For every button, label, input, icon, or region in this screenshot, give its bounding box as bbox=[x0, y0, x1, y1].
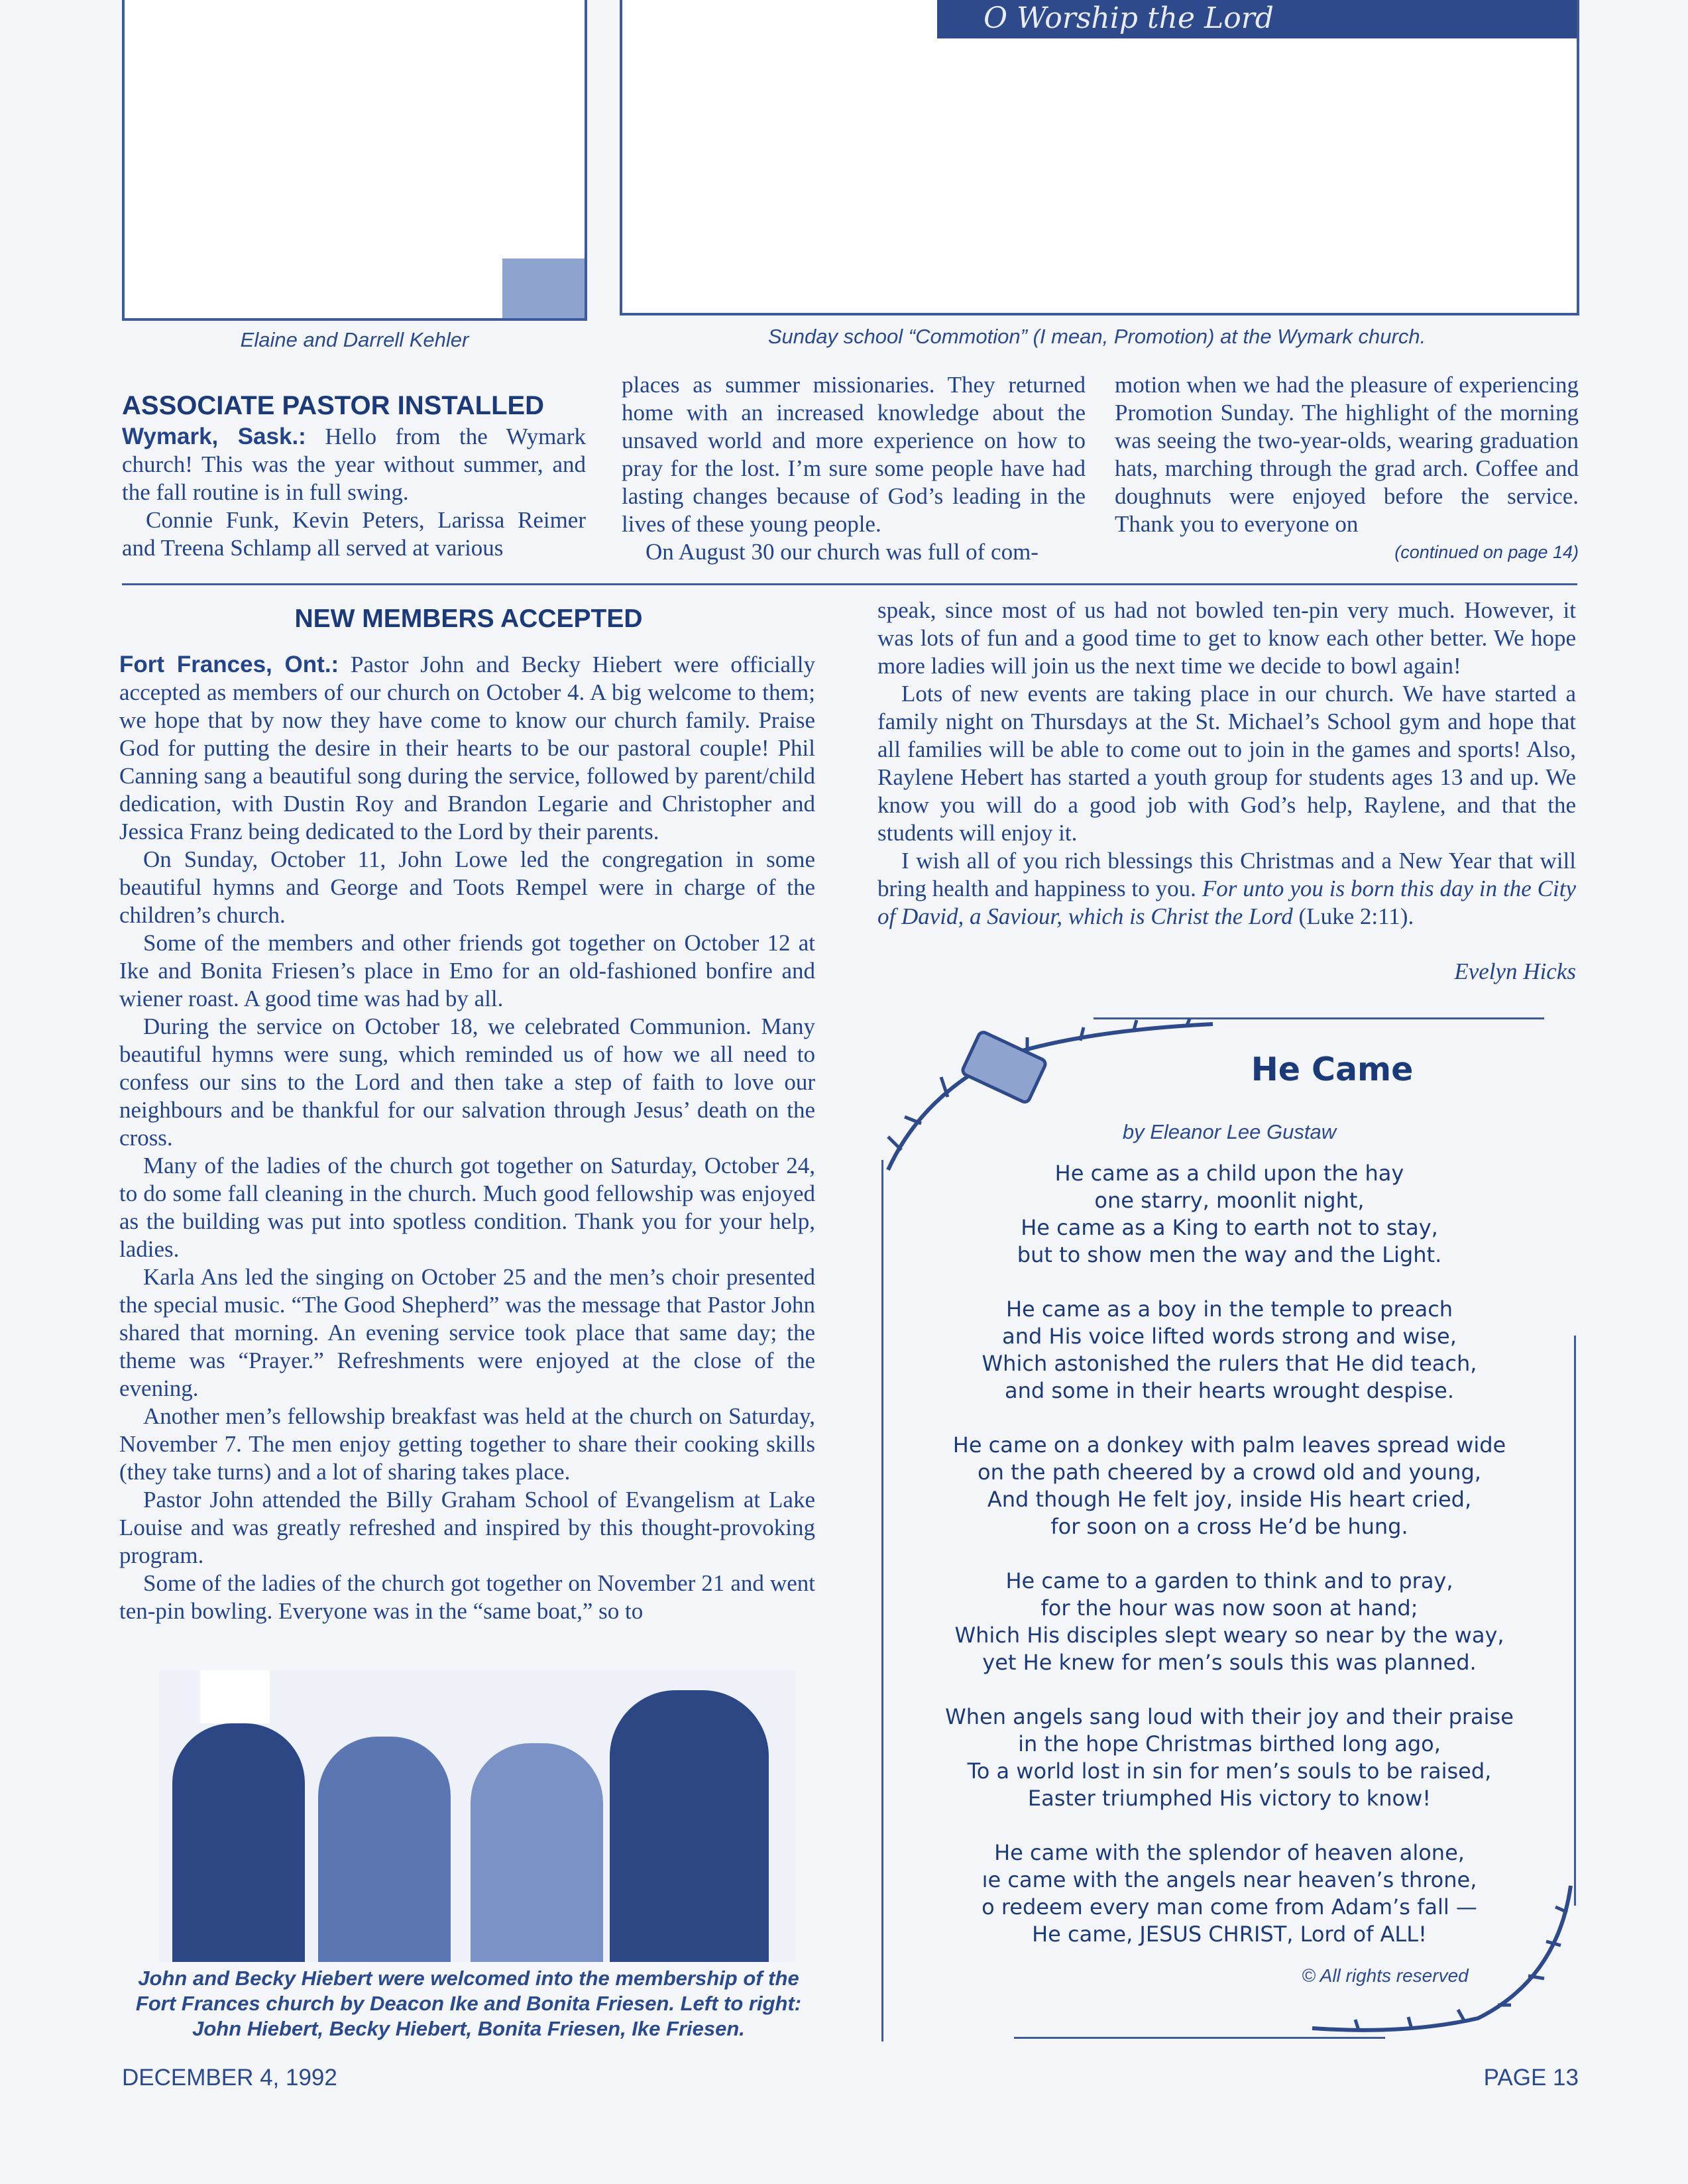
poem-line: He came as a boy in the temple to preach bbox=[1005, 1296, 1453, 1322]
poem-stanza bbox=[895, 1703, 1564, 1812]
poem-line: He came as a child upon the hay bbox=[1054, 1161, 1404, 1186]
divider-horizontal bbox=[122, 583, 1577, 585]
scripture-ref: (Luke 2:11). bbox=[1292, 903, 1414, 929]
article2-p6: Karla Ans led the singing on October 25 and the men’s choir presented the special music. “The Good Shepherd” was the message that Pastor John shared that morning. An evening service took place that same day; the theme was “Prayer.” Refreshments were enjoyed at the close of the evening. bbox=[119, 1264, 815, 1401]
article1-place: Wymark, Sask.: bbox=[122, 424, 306, 449]
poem-copyright: © All rights reserved bbox=[1302, 1965, 1469, 1986]
poem-line: in the hope Christmas birthed long ago, bbox=[1018, 1731, 1441, 1756]
poem-stanza bbox=[895, 1432, 1564, 1540]
poem-line: He came on a donkey with palm leaves spread wide bbox=[952, 1432, 1506, 1458]
pine-branch-icon bbox=[881, 1017, 1226, 1177]
poem-stanza bbox=[895, 1296, 1564, 1405]
poem-rule-left bbox=[881, 1160, 883, 2041]
article2-r-p2: Lots of new events are taking place in our church. We have started a family night on Thursdays at the St. Michael’s School gym and hope that all families will be able to come out to join in the games and sports! Also, Raylene Hebert has started a youth group for students ages 13 and up. We know you will do a good job with God’s help, Raylene, and that the students will enjoy it. bbox=[877, 681, 1576, 846]
signature: Evelyn Hicks bbox=[1454, 958, 1576, 984]
article1-col2 bbox=[622, 371, 1086, 566]
article2-title: NEW MEMBERS ACCEPTED bbox=[294, 604, 643, 633]
poem-line: Which astonished the rulers that He did teach, bbox=[982, 1351, 1477, 1376]
article2-p1: Pastor John and Becky Hiebert were officially accepted as members of our church on October 4. A big welcome to them; we hope that by now they have come to know our church family. Praise God for putting the desire in their hearts to be our pastoral couple! Phil Canning sang a beautiful song during the service, followed by parent/child dedication, with Dustin Roy and Brandon Legarie and Christopher and Jessica Franz being dedicated to the Lord by their parents. bbox=[119, 652, 815, 844]
redaction-box bbox=[200, 1670, 270, 1723]
person-ike-friesen bbox=[610, 1690, 769, 1962]
photo-hiebert-group bbox=[159, 1670, 795, 1962]
article2-col-right bbox=[877, 597, 1576, 931]
poem-stanza bbox=[895, 1839, 1564, 1948]
article1-col2-p1: places as summer missionaries. They returned home with an increased knowledge about the unsaved world and more experience on how to pray for the lost. I’m sure some people have had lasting changes because of God’s leading in the lives of these young people. bbox=[622, 372, 1086, 537]
article2-p4: During the service on October 18, we celebrated Communion. Many beautiful hymns were sung, which reminded us of how we all need to confess our sins to the Lord and then take a step of faith to love our neighbours and be thankful for our salvation through Jesus’ death on the cross. bbox=[119, 1013, 815, 1151]
poem-line: To a world lost in sin for men’s souls to be raised, bbox=[967, 1758, 1492, 1784]
poem-line: He came to a garden to think and to pray, bbox=[1005, 1568, 1453, 1593]
person-bonita-friesen bbox=[471, 1743, 603, 1962]
poem-line: for the hour was now soon at hand; bbox=[1041, 1595, 1418, 1621]
footer-page-number: PAGE 13 bbox=[1483, 2065, 1579, 2091]
article1-col2-p2: On August 30 our church was full of com- bbox=[646, 539, 1039, 565]
poem-line: one starry, moonlit night, bbox=[1094, 1188, 1365, 1213]
poem-body bbox=[895, 1160, 1564, 1955]
banner-text: O Worship the Lord bbox=[984, 1, 1274, 35]
poem-rule-right bbox=[1574, 1336, 1576, 1906]
poem-line: and some in their hearts wrought despise. bbox=[1004, 1378, 1455, 1403]
article1-col3 bbox=[1115, 371, 1579, 538]
poem-line: He came with the splendor of heaven alone, bbox=[994, 1840, 1465, 1865]
article2-p5: Many of the ladies of the church got together on Saturday, October 24, to do some fall cleaning in the church. Much good fellowship was enjoyed as the building was put into spotless condition. Thank you for your help, ladies. bbox=[119, 1153, 815, 1262]
article1-col1-p2: Connie Funk, Kevin Peters, Larissa Reimer and Treena Schlamp all served at various bbox=[122, 507, 586, 561]
poem-line: yet He knew for men’s souls this was planned. bbox=[982, 1650, 1477, 1675]
poem-box bbox=[881, 1017, 1577, 2038]
article2-p7: Another men’s fellowship breakfast was held at the church on Saturday, November 7. The men enjoy getting together to share their cooking skills (they take turns) and a lot of sharing takes place. bbox=[119, 1403, 815, 1485]
poem-author: by Eleanor Lee Gustaw bbox=[1122, 1120, 1337, 1143]
person-becky-hiebert bbox=[318, 1737, 451, 1962]
poem-line: Which His disciples slept weary so near by the way, bbox=[954, 1623, 1504, 1648]
poem-stanza bbox=[895, 1160, 1564, 1269]
article1-col1-p1: Hello from the Wymark church! This was the year without summer, and the fall routine is in full swing. bbox=[122, 424, 586, 505]
poem-line: And though He felt joy, inside His heart cried, bbox=[987, 1487, 1472, 1512]
article1-col1 bbox=[122, 423, 586, 562]
article1-continued: (continued on page 14) bbox=[1394, 542, 1579, 562]
poem-line: When angels sang loud with their joy and their praise bbox=[945, 1704, 1514, 1729]
poem-line: He came, JESUS CHRIST, Lord of ALL! bbox=[1032, 1922, 1427, 1947]
poem-line: but to show men the way and the Light. bbox=[1017, 1242, 1442, 1267]
poem-line: Easter triumphed His victory to know! bbox=[1027, 1786, 1432, 1811]
footer-date: DECEMBER 4, 1992 bbox=[122, 2065, 337, 2091]
poem-title: He Came bbox=[1251, 1051, 1414, 1088]
article2-p9: Some of the ladies of the church got together on November 21 and went ten-pin bowling. Everyone was in the “same boat,” so to bbox=[119, 1570, 815, 1624]
photo-kehler bbox=[122, 0, 587, 321]
poem-line: He came as a King to earth not to stay, bbox=[1021, 1215, 1438, 1240]
photo-kehler-shade bbox=[502, 259, 585, 318]
poem-line: on the path cheered by a crowd old and young, bbox=[978, 1460, 1481, 1485]
poem-line: for soon on a cross He’d be hung. bbox=[1050, 1514, 1408, 1539]
article2-r-p1: speak, since most of us had not bowled ten-pin very much. However, it was lots of fun and a good time to get to know each other better. We hope more ladies will join us the next time we decide to bowl again! bbox=[877, 597, 1576, 679]
article2-place: Fort Frances, Ont.: bbox=[119, 652, 339, 677]
caption-hiebert: John and Becky Hiebert were welcomed into the membership of the Fort Frances church by Deacon Ike and Bonita Friesen. Left to right: John Hiebert, Becky Hiebert, Bonita Friesen, Ike Friesen. bbox=[135, 1967, 802, 2040]
article2-col-left bbox=[119, 651, 815, 1625]
article2-p2: On Sunday, October 11, John Lowe led the congregation in some beautiful hymns and George and Toots Rempel were in charge of the children’s church. bbox=[119, 846, 815, 928]
article2-p8: Pastor John attended the Billy Graham School of Evangelism at Lake Louise and was greatly refreshed and inspired by this thought-provoking program. bbox=[119, 1487, 815, 1568]
photo-sunday-school bbox=[620, 0, 1579, 316]
caption-kehler: Elaine and Darrell Kehler bbox=[240, 328, 469, 351]
scripture-quote: For unto you is born this day in the City of David, a Saviour, which is Christ the Lord bbox=[877, 876, 1576, 929]
article2-r-p3: I wish all of you rich blessings this Christmas and a New Year that will bring health and happiness to you. bbox=[877, 848, 1576, 901]
poem-line: ıe came with the angels near heaven’s throne, bbox=[982, 1867, 1477, 1892]
person-john-hiebert bbox=[172, 1723, 305, 1962]
poem-line: and His voice lifted words strong and wise, bbox=[1002, 1324, 1457, 1349]
poem-stanza bbox=[895, 1568, 1564, 1676]
article1-title: ASSOCIATE PASTOR INSTALLED bbox=[122, 391, 545, 420]
caption-sunday-school: Sunday school “Commotion” (I mean, Promotion) at the Wymark church. bbox=[767, 325, 1426, 348]
poem-line: o redeem every man come from Adam’s fall — bbox=[982, 1894, 1477, 1920]
article1-col3-p1: motion when we had the pleasure of experiencing Promotion Sunday. The highlight of the morning was seeing the two-year-olds, wearing graduation hats, marching through the grad arch. Coffee and doughnuts were enjoyed before the service. Thank you to everyone on bbox=[1115, 372, 1579, 537]
article2-p3: Some of the members and other friends got together on October 12 at Ike and Bonita Friesen’s place in Emo for an old-fashioned bonfire and wiener roast. A good time was had by all. bbox=[119, 930, 815, 1011]
banner-strip bbox=[937, 0, 1577, 38]
